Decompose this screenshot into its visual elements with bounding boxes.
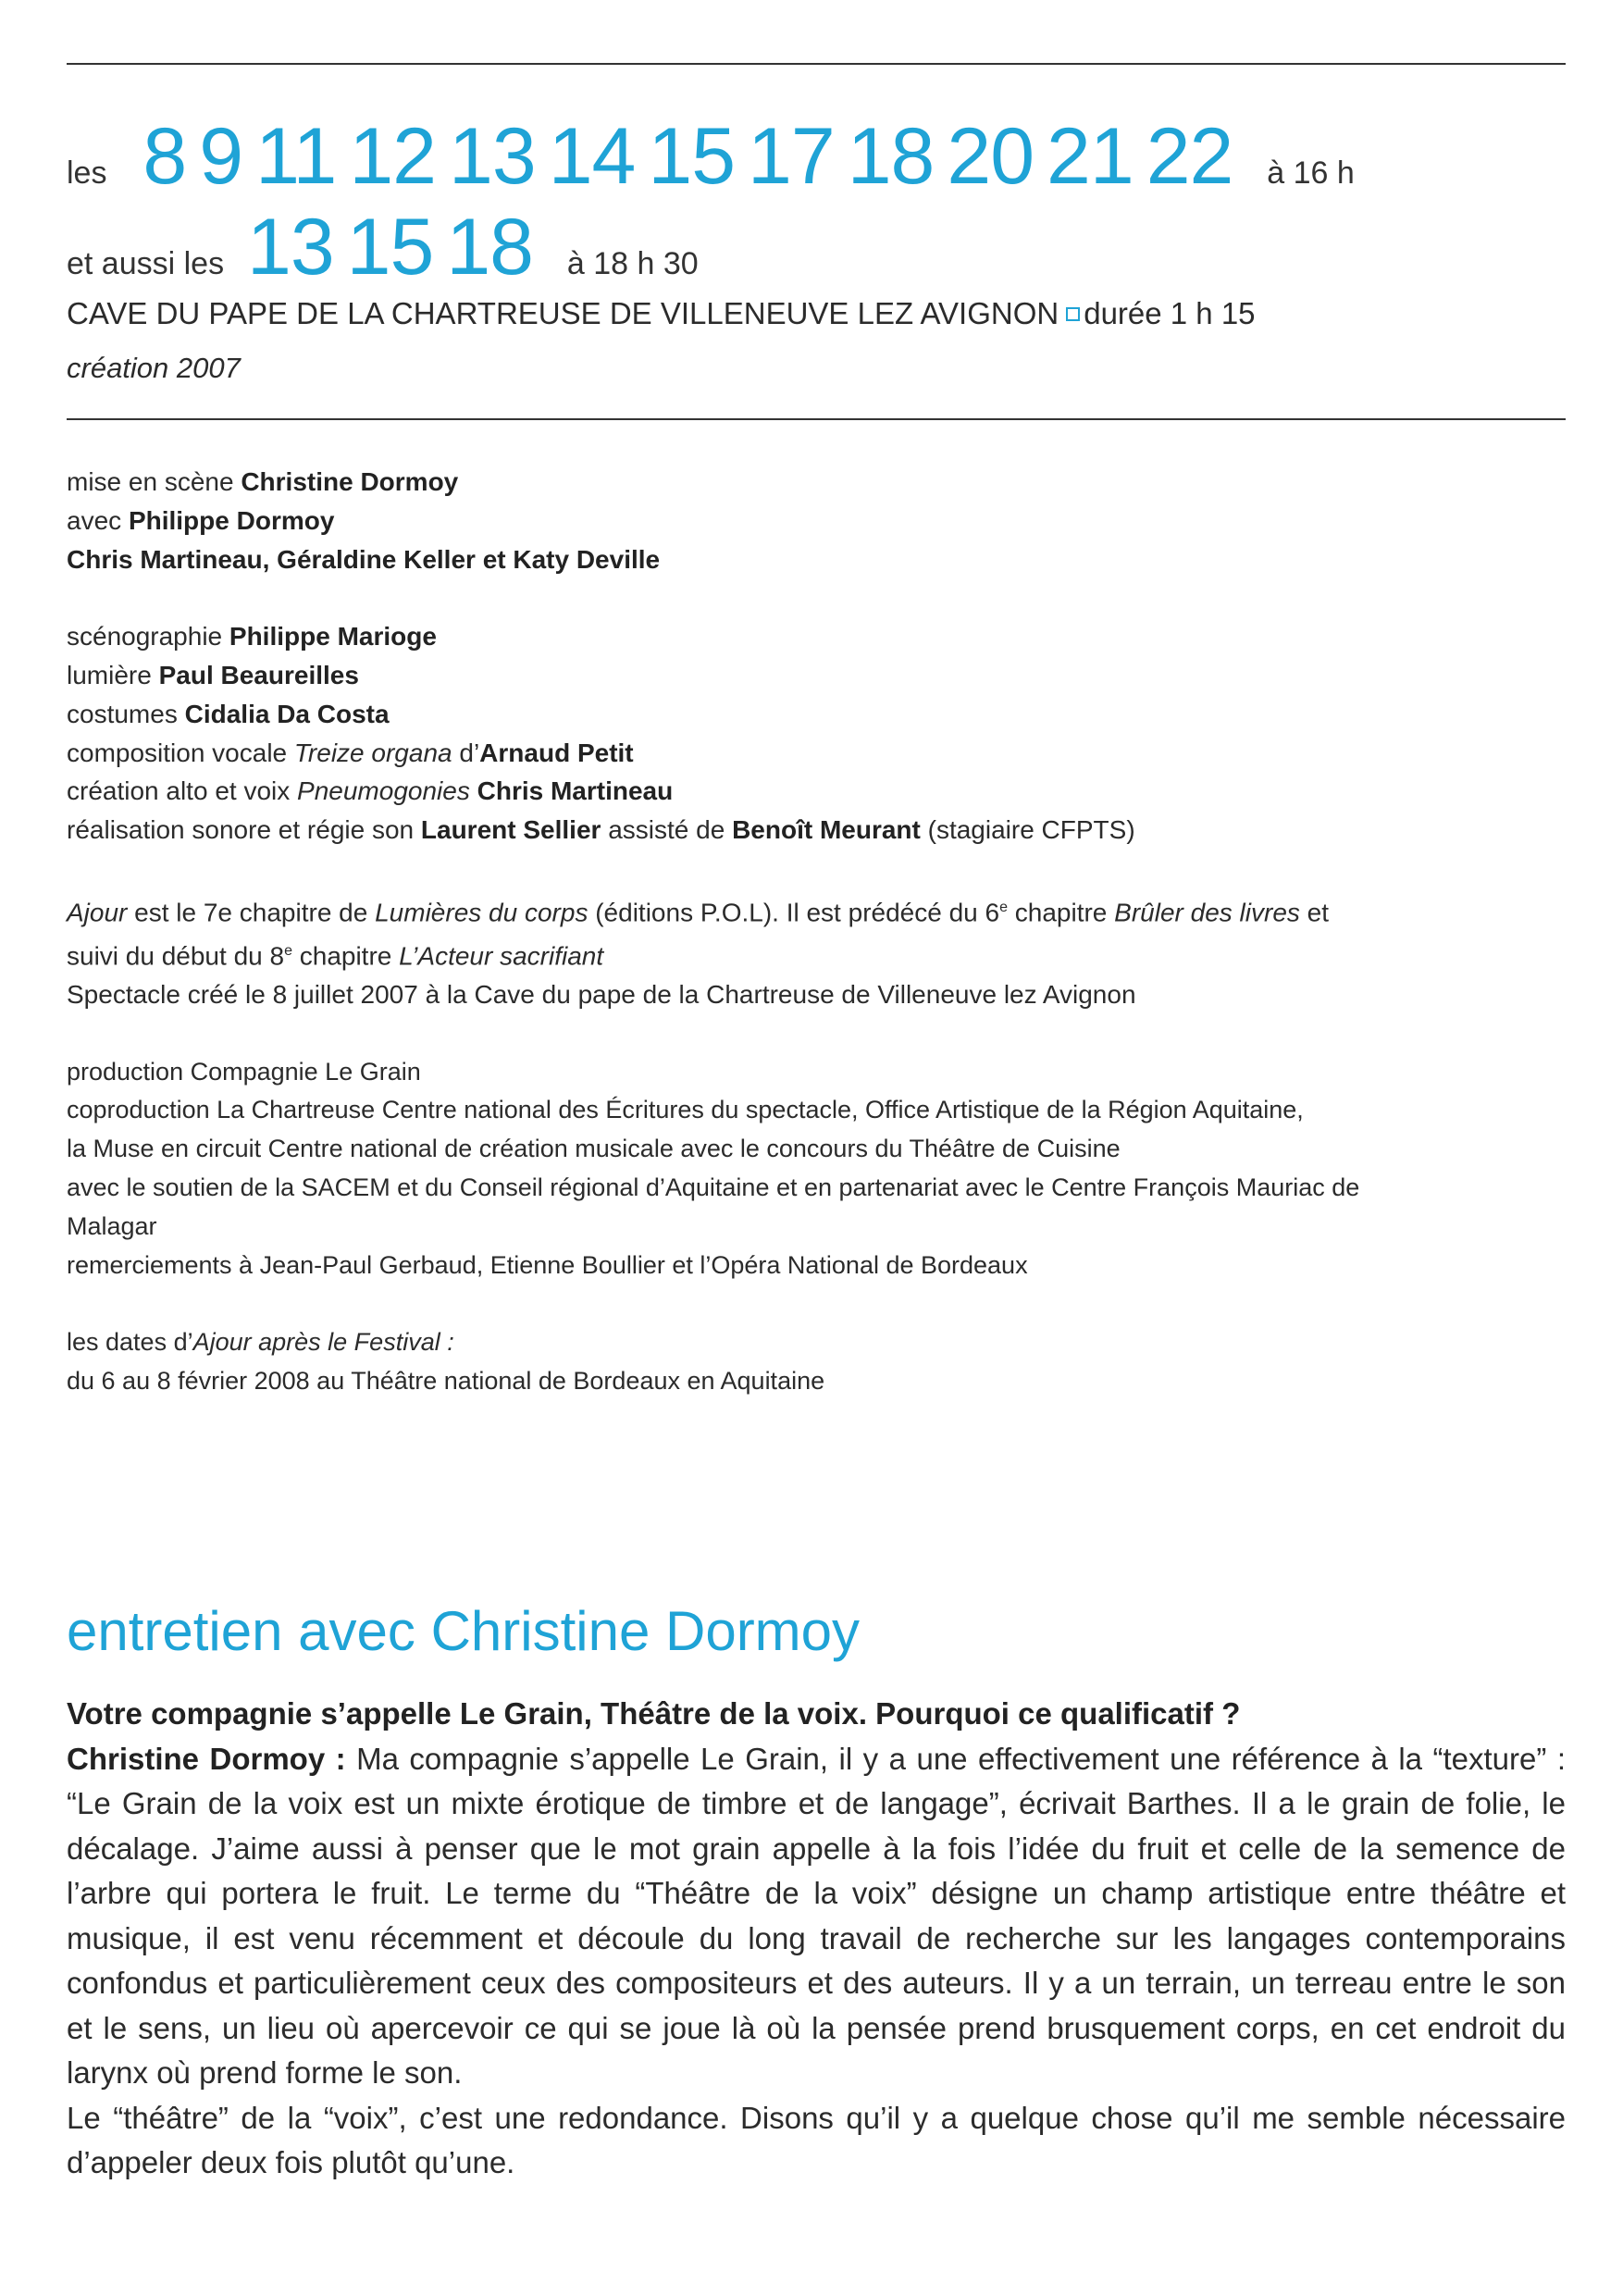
dates-after-label: les dates d’ bbox=[67, 1328, 193, 1357]
credit-line bbox=[67, 463, 1584, 502]
date-number: 15 bbox=[648, 112, 736, 201]
about-line bbox=[67, 932, 1584, 975]
interview-answer-cont: Le “théâtre” de la “voix”, c’est une redondance. Disons qu’il y a quelque chose qu’il me semble nécessaire d’appeler deux fois plutôt qu’une. bbox=[67, 2100, 1566, 2179]
dates-after-heading bbox=[67, 1323, 1584, 1362]
date-number: 8 bbox=[142, 112, 187, 201]
interview-question: Votre compagnie s’appelle Le Grain, Théâtre de la voix. Pourquoi ce qualificatif ? bbox=[67, 1696, 1241, 1731]
about-text: est le 7e chapitre de bbox=[127, 898, 376, 927]
credit-line bbox=[67, 502, 1584, 540]
top-divider bbox=[67, 63, 1566, 65]
credit-person: Paul Beaureilles bbox=[158, 660, 359, 689]
answer-text: Ma compagnie s’appelle Le Grain, il y a une effectivement une référence à la “texture” : “Le Grain de la voix est un mixte érotique de timbre et de langage”, écrivait Barthes. Il a le grain de folie, le décalage. J’aime aussi à penser que le mot grain appelle à la fois l’idée du fruit et celle de la semence de l’arbre qui portera le fruit. Le terme du “Théâtre de la voix” désigne un champ artistique entre théâtre et musique, il est venu récemment et découle du long travail de recherche sur les langages contemporains confondus et particulièrement ceux des compositeurs et des auteurs. Il y a un terrain, un terreau entre le son et le sens, un lieu où apercevoir ce qui se joue là où la pensée prend brusquement corps, en cet endroit du larynx où prend forme le son. bbox=[67, 1741, 1566, 2090]
date-number: 13 bbox=[247, 203, 334, 292]
ordinal-suffix: e bbox=[284, 942, 292, 959]
credit-work: Treize organa bbox=[293, 738, 452, 767]
credit-note: (stagiaire CFPTS) bbox=[920, 815, 1135, 845]
credit-line bbox=[67, 540, 1584, 579]
about-text: et bbox=[1299, 898, 1330, 927]
credit-line bbox=[67, 656, 1584, 695]
production-block bbox=[67, 1053, 1584, 1401]
date-number: 18 bbox=[847, 112, 935, 201]
production-line: remerciements à Jean-Paul Gerbaud, Etienne Boullier et l’Opéra National de Bordeaux bbox=[67, 1250, 1028, 1279]
date-number: 18 bbox=[446, 203, 534, 292]
about-line bbox=[67, 888, 1584, 932]
credit-role: composition vocale bbox=[67, 738, 294, 767]
dates-list bbox=[142, 112, 1267, 201]
credit-role: costumes bbox=[67, 699, 185, 728]
credits-block bbox=[67, 463, 1584, 1401]
credit-line bbox=[67, 734, 1584, 773]
credit-role: avec bbox=[67, 505, 129, 535]
cast-list: Chris Martineau, Géraldine Keller et Katy Deville bbox=[67, 544, 661, 574]
work-title: Lumières du corps bbox=[375, 898, 588, 927]
dates-after-line: du 6 au 8 février 2008 au Théâtre national de Bordeaux en Aquitaine bbox=[67, 1366, 825, 1395]
ordinal-suffix: e bbox=[999, 899, 1008, 915]
date-number: 14 bbox=[548, 112, 636, 201]
about-line: Spectacle créé le 8 juillet 2007 à la Cave du pape de la Chartreuse de Villeneuve lez Avignon bbox=[67, 980, 1136, 1010]
production-line: coproduction La Chartreuse Centre national des Écritures du spectacle, Office Artistique de la Région Aquitaine, bbox=[67, 1096, 1304, 1124]
date-number: 12 bbox=[349, 112, 437, 201]
creation-year: création 2007 bbox=[67, 352, 241, 384]
credit-connector bbox=[470, 776, 477, 805]
work-title: L’Acteur sacrifiant bbox=[399, 941, 604, 971]
dates-list-extra bbox=[247, 203, 567, 292]
interview-body bbox=[67, 1692, 1566, 2186]
credit-role: réalisation sonore et régie son bbox=[67, 815, 421, 845]
date-number: 21 bbox=[1047, 112, 1134, 201]
work-title: Brûler des livres bbox=[1114, 898, 1300, 927]
credit-connector: assisté de bbox=[601, 815, 733, 845]
credit-person: Cidalia Da Costa bbox=[184, 699, 390, 728]
credit-person: Laurent Sellier bbox=[420, 815, 601, 845]
production-line: la Muse en circuit Centre national de création musicale avec le concours du Théâtre de Cuisine bbox=[67, 1135, 1121, 1163]
duration: durée 1 h 15 bbox=[1084, 296, 1256, 330]
interview-answer bbox=[67, 1737, 1566, 2096]
venue-line bbox=[67, 296, 1256, 331]
les-label: les bbox=[67, 155, 107, 191]
square-bullet-icon bbox=[1066, 307, 1080, 321]
dates-row-extra bbox=[67, 202, 699, 293]
credit-role: lumière bbox=[67, 660, 159, 689]
credit-connector: d’ bbox=[452, 738, 480, 767]
about-text: suivi du début du 8 bbox=[67, 941, 285, 971]
about-text: chapitre bbox=[291, 941, 400, 971]
time-extra: à 18 h 30 bbox=[566, 246, 699, 281]
date-number: 22 bbox=[1146, 112, 1233, 201]
credit-person: Christine Dormoy bbox=[241, 467, 459, 496]
production-line: avec le soutien de la SACEM et du Conseil régional d’Aquitaine et en partenariat avec le Centre François Mauriac de bbox=[67, 1173, 1360, 1201]
dates-row-main bbox=[67, 111, 1355, 203]
time-main: à 16 h bbox=[1267, 155, 1355, 191]
credit-person: Arnaud Petit bbox=[479, 738, 634, 767]
credit-work: Pneumogonies bbox=[297, 776, 470, 806]
date-number: 17 bbox=[748, 112, 835, 201]
date-number: 9 bbox=[199, 112, 243, 201]
date-number: 11 bbox=[255, 112, 337, 201]
date-number: 15 bbox=[346, 203, 434, 292]
credit-role: mise en scène bbox=[67, 467, 242, 496]
production-line: Malagar bbox=[67, 1211, 157, 1240]
credit-person: Benoît Meurant bbox=[732, 815, 921, 845]
credit-line bbox=[67, 811, 1584, 850]
credit-person: Chris Martineau bbox=[477, 776, 674, 806]
date-number: 20 bbox=[947, 112, 1035, 201]
about-text: (éditions P.O.L). Il est prédécé du 6 bbox=[588, 898, 1000, 927]
date-number: 13 bbox=[449, 112, 536, 201]
credit-line bbox=[67, 772, 1584, 811]
credit-line bbox=[67, 695, 1584, 734]
work-title: Ajour bbox=[67, 898, 128, 927]
about-text: chapitre bbox=[1007, 898, 1115, 927]
production-line: production Compagnie Le Grain bbox=[67, 1057, 421, 1086]
credit-line bbox=[67, 617, 1584, 656]
credit-person: Philippe Dormoy bbox=[128, 505, 335, 535]
credit-role: création alto et voix bbox=[67, 776, 298, 806]
middle-divider bbox=[67, 418, 1566, 420]
aussi-label: et aussi les bbox=[67, 246, 225, 281]
venue-name: CAVE DU PAPE DE LA CHARTREUSE DE VILLENEUVE LEZ AVIGNON bbox=[67, 296, 1059, 330]
interview-title: entretien avec Christine Dormoy bbox=[67, 1600, 861, 1662]
interview-speaker: Christine Dormoy : bbox=[67, 1741, 346, 1776]
credit-role: scénographie bbox=[67, 622, 229, 652]
dates-after-work: Ajour après le Festival : bbox=[192, 1328, 454, 1357]
credit-person: Philippe Marioge bbox=[229, 622, 437, 652]
